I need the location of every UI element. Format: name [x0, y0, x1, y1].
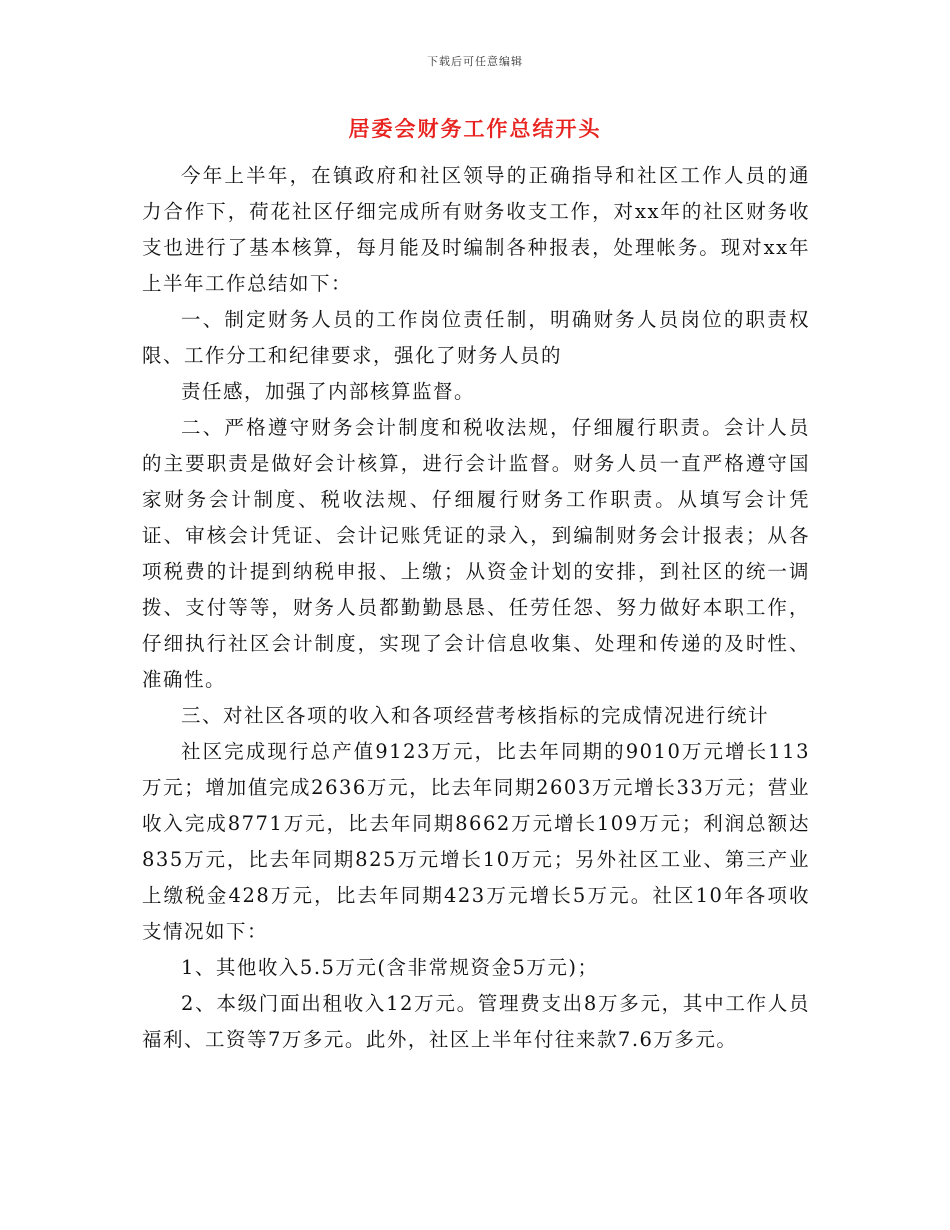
paragraph-intro: 今年上半年，在镇政府和社区领导的正确指导和社区工作人员的通力合作下，荷花社区仔细完成所有财务收支工作，对xx年的社区财务收支也进行了基本核算，每月能及时编制各种报表，处理帐务。现对xx年上半年工作总结如下： — [142, 164, 810, 295]
paragraph-section-1-cont: 责任感，加强了内部核算监督。 — [181, 380, 476, 403]
document-title: 居委会财务工作总结开头 — [348, 117, 602, 141]
document-body — [142, 158, 810, 1058]
paragraph-item-2: 2、本级门面出租收入12万元。管理费支出8万多元，其中工作人员福利、工资等7万多元。此外，社区上半年付往来款7.6万多元。 — [142, 992, 810, 1051]
paragraph-item-1: 1、其他收入5.5万元(含非常规资金5万元)； — [181, 956, 599, 979]
header-note: 下载后可任意编辑 — [427, 55, 523, 68]
paragraph-section-2: 二、严格遵守财务会计制度和税收法规，仔细履行职责。会计人员的主要职责是做好会计核算，进行会计监督。财务人员一直严格遵守国家财务会计制度、税收法规、仔细履行财务工作职责。从填写会计凭证、审核会计凭证、会计记账凭证的录入，到编制财务会计报表；从各项税费的计提到纳税申报、上缴；从资金计划的安排，到社区的统一调拨、支付等等，财务人员都勤勤恳恳、任劳任怨、努力做好本职工作，仔细执行社区会计制度，实现了会计信息收集、处理和传递的及时性、准确性。 — [142, 416, 810, 691]
paragraph-section-3: 三、对社区各项的收入和各项经营考核指标的完成情况进行统计 — [181, 704, 770, 727]
paragraph-section-1: 一、制定财务人员的工作岗位责任制，明确财务人员岗位的职责权限、工作分工和纪律要求，强化了财务人员的 — [142, 308, 810, 367]
paragraph-statistics: 社区完成现行总产值9123万元，比去年同期的9010万元增长113万元；增加值完成2636万元，比去年同期2603万元增长33万元；营业收入完成8771万元，比去年同期8662万元增长109万元；利润总额达835万元，比去年同期825万元增长10万元；另外社区工业、第三产业上缴税金428万元，比去年同期423万元增长5万元。社区10年各项收支情况如下： — [142, 740, 810, 943]
